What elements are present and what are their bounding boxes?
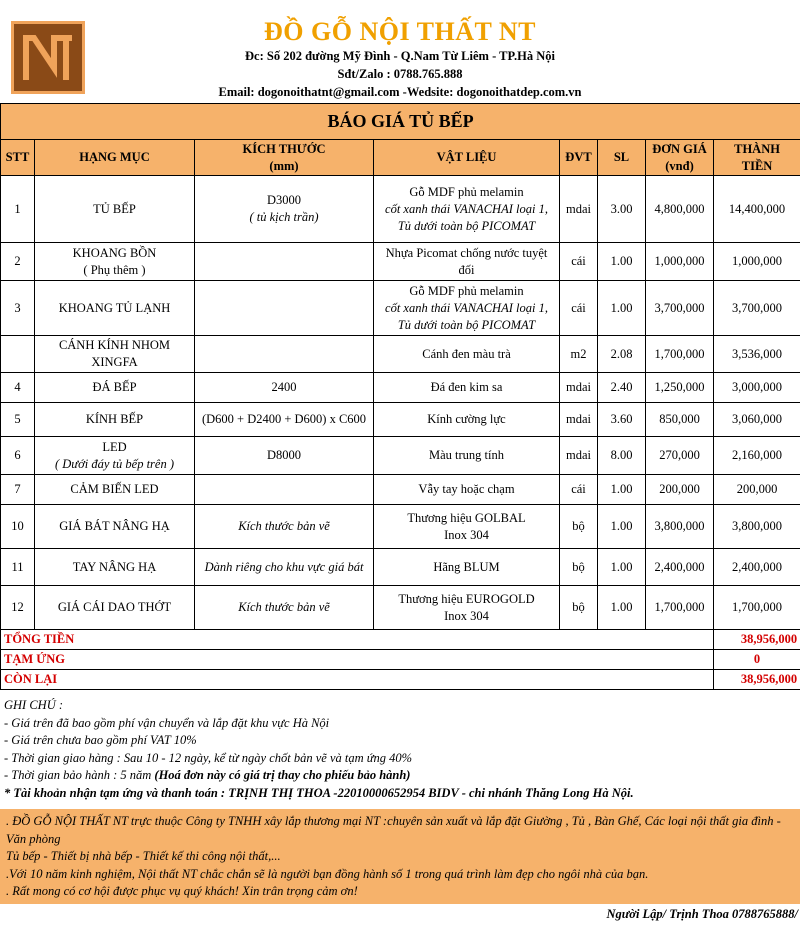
promo-line: .Với 10 năm kinh nghiệm, Nội thất NT chắc chắn sẽ là người bạn đồng hành số 1 trong quá trình làm đẹp cho ngôi nhà của bạn. (6, 866, 649, 881)
header-material: VẬT LIỆU (374, 140, 560, 176)
cell-unit: bộ (560, 505, 598, 549)
company-name: ĐỒ GỖ NỘI THẤT NT (264, 17, 536, 46)
cell-total: 3,000,000 (714, 373, 800, 403)
cell-stt: 1 (1, 176, 35, 243)
cell-material: Kính cường lực (374, 403, 560, 437)
cell-stt: 7 (1, 475, 35, 505)
header-stt: STT (1, 140, 35, 176)
cell-item: KHOANG BỒN ( Phụ thêm ) (35, 243, 195, 281)
header-total: THÀNH TIỀN (714, 140, 800, 176)
cell-stt: 10 (1, 505, 35, 549)
company-email: Email: dogonoithatnt@gmail.com -Wedsite: dogonoithatdep.com.vn (218, 85, 582, 99)
cell-material: Cánh đen màu trà (374, 336, 560, 373)
bank-account-note: * Tài khoản nhận tạm ứng và thanh toán : TRỊNH THỊ THOA -22010000652954 BIDV - chi nhánh Thăng Long Hà Nội. (4, 785, 634, 800)
cell-item: CẢM BIẾN LED (35, 475, 195, 505)
cell-total: 3,700,000 (714, 281, 800, 336)
cell-price: 1,700,000 (646, 586, 714, 630)
cell-item: TỦ BẾP (35, 176, 195, 243)
cell-material: Hãng BLUM (374, 549, 560, 586)
advance-label: TẠM ỨNG (1, 650, 714, 670)
cell-unit: cái (560, 281, 598, 336)
cell-item: GIÁ BÁT NÂNG HẠ (35, 505, 195, 549)
cell-size (195, 336, 374, 373)
cell-qty: 3.00 (598, 176, 646, 243)
table-row (1, 403, 800, 437)
cell-qty: 3.60 (598, 403, 646, 437)
cell-material: Gỗ MDF phủ melamin cốt xanh thái VANACHAI loại 1, Tủ dưới toàn bộ PICOMAT (374, 176, 560, 243)
cell-unit: mdai (560, 176, 598, 243)
header-item: HẠNG MỤC (35, 140, 195, 176)
header-size: KÍCH THƯỚC (mm) (195, 140, 374, 176)
cell-stt: 4 (1, 373, 35, 403)
cell-total: 2,400,000 (714, 549, 800, 586)
cell-unit: mdai (560, 437, 598, 475)
cell-size: Dành riêng cho khu vực giá bát (195, 549, 374, 586)
document-header (0, 0, 800, 103)
table-row (1, 549, 800, 586)
cell-total: 3,060,000 (714, 403, 800, 437)
table-row (1, 505, 800, 549)
note-line: - Thời gian giao hàng : Sau 10 - 12 ngày, kể từ ngày chốt bản vẽ và tạm ứng 40% (4, 750, 413, 765)
cell-material: Thương hiệu EUROGOLD Inox 304 (374, 586, 560, 630)
cell-price: 1,250,000 (646, 373, 714, 403)
company-phone: Sđt/Zalo : 0788.765.888 (337, 67, 463, 81)
table-header-row (1, 140, 800, 176)
table-row (1, 176, 800, 243)
cell-stt: 12 (1, 586, 35, 630)
cell-price: 850,000 (646, 403, 714, 437)
cell-material: Vẫy tay hoặc chạm (374, 475, 560, 505)
cell-unit: mdai (560, 373, 598, 403)
cell-size: D3000 ( tủ kịch trần) (195, 176, 374, 243)
cell-unit: bộ (560, 549, 598, 586)
promo-line: . Rất mong có cơ hội được phục vụ quý khách! Xin trân trọng cảm ơn! (6, 884, 358, 898)
cell-size (195, 243, 374, 281)
cell-qty: 1.00 (598, 586, 646, 630)
cell-size (195, 281, 374, 336)
cell-size: 2400 (195, 373, 374, 403)
cell-size (195, 475, 374, 505)
cell-size: Kích thước bản vẽ (195, 505, 374, 549)
cell-total: 3,536,000 (714, 336, 800, 373)
cell-qty: 1.00 (598, 475, 646, 505)
cell-item: ĐÁ BẾP (35, 373, 195, 403)
advance-value: 0 (714, 650, 800, 670)
total-row (1, 630, 800, 650)
total-label: TỔNG TIỀN (1, 630, 714, 650)
cell-total: 14,400,000 (714, 176, 800, 243)
cell-price: 270,000 (646, 437, 714, 475)
cell-material: Nhựa Picomat chống nước tuyệt đối (374, 243, 560, 281)
cell-price: 2,400,000 (646, 549, 714, 586)
note-line: - Giá trên đã bao gồm phí vận chuyển và lắp đặt khu vực Hà Nội (4, 715, 330, 730)
header-unit: ĐVT (560, 140, 598, 176)
promo-box (0, 809, 800, 904)
cell-qty: 8.00 (598, 437, 646, 475)
cell-item: CÁNH KÍNH NHOM XINGFA (35, 336, 195, 373)
promo-line: Tủ bếp - Thiết bị nhà bếp - Thiết kế thi công nội thất,... (6, 849, 281, 863)
table-row (1, 373, 800, 403)
cell-material: Màu trung tính (374, 437, 560, 475)
cell-item: KHOANG TỦ LẠNH (35, 281, 195, 336)
table-row (1, 586, 800, 630)
cell-price: 3,700,000 (646, 281, 714, 336)
cell-total: 3,800,000 (714, 505, 800, 549)
cell-qty: 2.08 (598, 336, 646, 373)
cell-qty: 2.40 (598, 373, 646, 403)
cell-size: D8000 (195, 437, 374, 475)
cell-unit: bộ (560, 586, 598, 630)
cell-stt: 6 (1, 437, 35, 475)
remain-label: CÒN LẠI (1, 670, 714, 690)
cell-stt: 11 (1, 549, 35, 586)
remain-row (1, 670, 800, 690)
cell-stt: 3 (1, 281, 35, 336)
cell-qty: 1.00 (598, 281, 646, 336)
cell-total: 1,000,000 (714, 243, 800, 281)
table-row (1, 243, 800, 281)
note-line: - Giá trên chưa bao gồm phí VAT 10% (4, 733, 197, 747)
table-body (1, 176, 800, 630)
cell-stt: 5 (1, 403, 35, 437)
cell-unit: m2 (560, 336, 598, 373)
remain-value: 38,956,000 (714, 670, 800, 690)
quote-title: BÁO GIÁ TỦ BẾP (1, 104, 800, 140)
table-row (1, 437, 800, 475)
cell-item: GIÁ CÁI DAO THỚT (35, 586, 195, 630)
cell-material: Gỗ MDF phủ melamin cốt xanh thái VANACHAI loại 1, Tủ dưới toàn bộ PICOMAT (374, 281, 560, 336)
cell-total: 1,700,000 (714, 586, 800, 630)
table-row (1, 336, 800, 373)
cell-price: 4,800,000 (646, 176, 714, 243)
cell-unit: cái (560, 475, 598, 505)
cell-size: Kích thước bản vẽ (195, 586, 374, 630)
note-line: - Thời gian bảo hành : 5 năm (Hoá đơn này có giá trị thay cho phiếu bảo hành) (4, 768, 411, 782)
table-row (1, 281, 800, 336)
cell-item: TAY NÂNG HẠ (35, 549, 195, 586)
notes-title: GHI CHÚ : (4, 698, 64, 712)
cell-stt: 2 (1, 243, 35, 281)
advance-row (1, 650, 800, 670)
quote-title-row (1, 104, 800, 140)
cell-price: 200,000 (646, 475, 714, 505)
company-address: Đc: Số 202 đường Mỹ Đình - Q.Nam Từ Liêm - TP.Hà Nội (245, 49, 555, 63)
cell-qty: 1.00 (598, 549, 646, 586)
cell-price: 1,000,000 (646, 243, 714, 281)
cell-item: KÍNH BẾP (35, 403, 195, 437)
table-row (1, 475, 800, 505)
cell-unit: mdai (560, 403, 598, 437)
quote-table (0, 103, 800, 690)
cell-stt (1, 336, 35, 373)
cell-unit: cái (560, 243, 598, 281)
promo-line: . ĐỒ GỖ NỘI THẤT NT trực thuộc Công ty TNHH xây lắp thương mại NT :chuyên sản xuất và lắp đặt Giường , Tủ , Bàn Ghế, Các loại nội thất gia đình - Văn phòng (6, 814, 781, 846)
total-value: 38,956,000 (714, 630, 800, 650)
cell-qty: 1.00 (598, 505, 646, 549)
cell-price: 3,800,000 (646, 505, 714, 549)
header-qty: SL (598, 140, 646, 176)
cell-item: LED ( Dưới đáy tủ bếp trên ) (35, 437, 195, 475)
cell-material: Thương hiệu GOLBAL Inox 304 (374, 505, 560, 549)
cell-material: Đá đen kim sa (374, 373, 560, 403)
cell-total: 200,000 (714, 475, 800, 505)
signer: Người Lập/ Trịnh Thoa 0788765888/ (606, 907, 798, 921)
cell-size: (D600 + D2400 + D600) x C600 (195, 403, 374, 437)
notes-section (0, 697, 800, 802)
cell-price: 1,700,000 (646, 336, 714, 373)
header-price: ĐƠN GIÁ (vnđ) (646, 140, 714, 176)
cell-qty: 1.00 (598, 243, 646, 281)
cell-total: 2,160,000 (714, 437, 800, 475)
